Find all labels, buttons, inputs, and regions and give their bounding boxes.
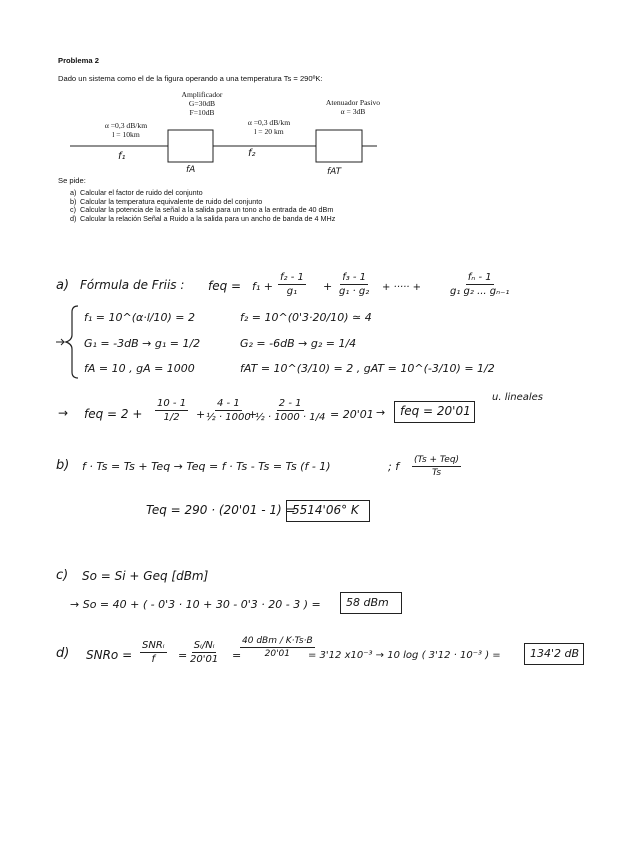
feq-result: feq = 20'01	[400, 404, 471, 418]
item-text: Calcular la relación Señal a Ruido a la salida para un ancho de banda de 4 MHz	[80, 213, 336, 223]
item-text: Calcular la temperatura equivalente de ruido del conjunto	[80, 196, 263, 206]
fA-value: fA = 10 , gA = 1000	[84, 362, 195, 375]
friis-term-2	[337, 272, 371, 297]
snr-lhs: SNRo =	[86, 648, 133, 662]
left-brace	[56, 302, 86, 382]
friis-term-1	[278, 272, 306, 297]
line2-label	[232, 118, 306, 136]
requirements-label: Se pide:	[58, 176, 86, 185]
term-denominator: 20'01	[190, 654, 219, 665]
arrow-icon: →	[58, 406, 69, 420]
calc-fraction-1	[155, 398, 188, 423]
feq-result-box	[394, 401, 475, 423]
item-key: a)	[70, 188, 77, 197]
calc-result: = 20'01	[330, 408, 374, 421]
amplifier-label	[166, 90, 238, 117]
plus-sign: +	[196, 408, 206, 421]
snr-fraction-1	[140, 640, 167, 665]
side-fraction	[412, 455, 461, 478]
amp-gain: G=30dB	[188, 99, 216, 108]
teq-result: 5514'06° K	[292, 503, 359, 517]
term-numerator: fₙ - 1	[467, 272, 492, 283]
f1-annotation: f₁	[118, 151, 126, 162]
list-item	[70, 215, 335, 224]
term-denominator: ½ · 1000	[206, 412, 251, 423]
output-power-box	[340, 592, 402, 614]
f2-value: f₂ = 10^(0'3·20/10) ≃ 4	[240, 311, 372, 324]
linear-units-note: u. lineales	[492, 392, 544, 403]
part-c-label: c)	[56, 568, 69, 583]
line2-length: l = 20 km	[254, 127, 284, 136]
output-power-formula: So = Si + Geq [dBm]	[82, 569, 209, 583]
att-alpha: α = 3dB	[340, 107, 366, 116]
term-denominator: g₁ g₂ ... gₙ₋₁	[450, 286, 510, 297]
line1-label	[88, 121, 164, 139]
term-numerator: SNRᵢ	[142, 640, 165, 651]
teq-result-box	[286, 500, 370, 522]
term-denominator: f	[151, 654, 156, 665]
snr-boxed: 134'2 dB	[530, 647, 580, 660]
item-text: Calcular el factor de ruido del conjunto	[80, 188, 203, 197]
term-numerator: 40 dBm / K·Ts·B	[242, 636, 313, 646]
part-b-label: b)	[56, 458, 70, 473]
item-text: Calcular la potencia de la señal a la salida para un tono a la entrada de 40 dBm	[80, 205, 334, 215]
att-title: Atenuador Pasivo	[325, 98, 381, 107]
term-denominator: g₁	[286, 286, 298, 297]
term-numerator: f₂ - 1	[280, 272, 304, 283]
part-a-label: a)	[56, 278, 70, 293]
output-power-result: 58 dBm	[346, 596, 389, 609]
term-numerator: 4 - 1	[216, 398, 240, 409]
snr-result: = 3'12 x10⁻³ → 10 log ( 3'12 · 10⁻³ ) =	[308, 650, 501, 661]
g2-value: G₂ = -6dB → g₂ = 1/4	[240, 337, 357, 350]
friis-term-n	[448, 272, 511, 297]
line1-length: l = 10km	[112, 130, 140, 139]
output-power-calc: → So = 40 + ( - 0'3 · 10 + 30 - 0'3 · 20 - 3 ) =	[70, 598, 321, 611]
attenuator-block	[316, 130, 362, 162]
amp-title: Amplificador	[181, 90, 223, 99]
teq-calc: Teq = 290 · (20'01 - 1) =	[146, 503, 296, 517]
term-numerator: f₃ - 1	[342, 272, 367, 283]
snr-result-box	[524, 643, 584, 665]
requirements-list	[70, 189, 335, 223]
item-key: b)	[70, 196, 77, 206]
problem-title: Problema 2	[58, 56, 99, 65]
snr-fraction-3	[240, 636, 315, 659]
f1-value: f₁ = 10^(α·l/10) = 2	[84, 311, 196, 324]
term-denominator: ½ · 1000 · 1/4	[255, 412, 326, 423]
term-denominator: 20'01	[264, 649, 291, 659]
calc-lhs: feq = 2 +	[84, 407, 143, 421]
arrow-icon: →	[376, 406, 386, 419]
line1-alpha: α =0,3 dB/km	[104, 121, 148, 130]
item-key: d)	[70, 213, 77, 223]
side-f: ; f	[388, 460, 400, 473]
fAT-annotation: fAT	[327, 167, 342, 177]
amplifier-block	[168, 130, 213, 162]
item-key: c)	[70, 205, 76, 215]
equals-sign: =	[178, 649, 188, 662]
term-numerator: (Ts + Teq)	[414, 455, 460, 465]
line2-alpha: α =0,3 dB/km	[247, 118, 291, 127]
feq-lhs: feq =	[208, 279, 242, 293]
f2-annotation: f₂	[248, 148, 256, 159]
friis-heading: Fórmula de Friis :	[80, 278, 185, 292]
fAT-value: fAT = 10^(3/10) = 2 , gAT = 10^(-3/10) = 1/2	[240, 362, 495, 375]
g1-value: G₁ = -3dB → g₁ = 1/2	[84, 337, 201, 350]
snr-fraction-2	[188, 640, 220, 665]
part-d-label: d)	[56, 646, 70, 661]
equals-sign: =	[232, 649, 242, 662]
term-numerator: Sᵢ/Nᵢ	[193, 640, 215, 651]
system-diagram	[0, 0, 619, 200]
term-denominator: g₁ · g₂	[339, 286, 370, 297]
term-denominator: Ts	[431, 468, 442, 478]
problem-intro: Dado un sistema como el de la figura operando a una temperatura Ts = 290ºK:	[58, 74, 323, 83]
calc-fraction-3	[253, 398, 327, 423]
fA-annotation: fA	[186, 165, 196, 175]
feq-f1: f₁ +	[252, 280, 273, 293]
calc-fraction-2	[204, 398, 253, 423]
attenuator-label	[312, 98, 394, 116]
amp-noise: F=10dB	[189, 108, 215, 117]
noise-temp-equation: f · Ts = Ts + Teq → Teq = f · Ts - Ts = Ts (f - 1)	[82, 460, 331, 473]
term-denominator: 1/2	[163, 412, 180, 423]
friis-dots: + ····· +	[382, 282, 422, 293]
term-numerator: 2 - 1	[278, 398, 302, 409]
plus-sign: +	[248, 408, 258, 421]
term-numerator: 10 - 1	[157, 398, 187, 409]
plus-sign: +	[323, 280, 333, 293]
